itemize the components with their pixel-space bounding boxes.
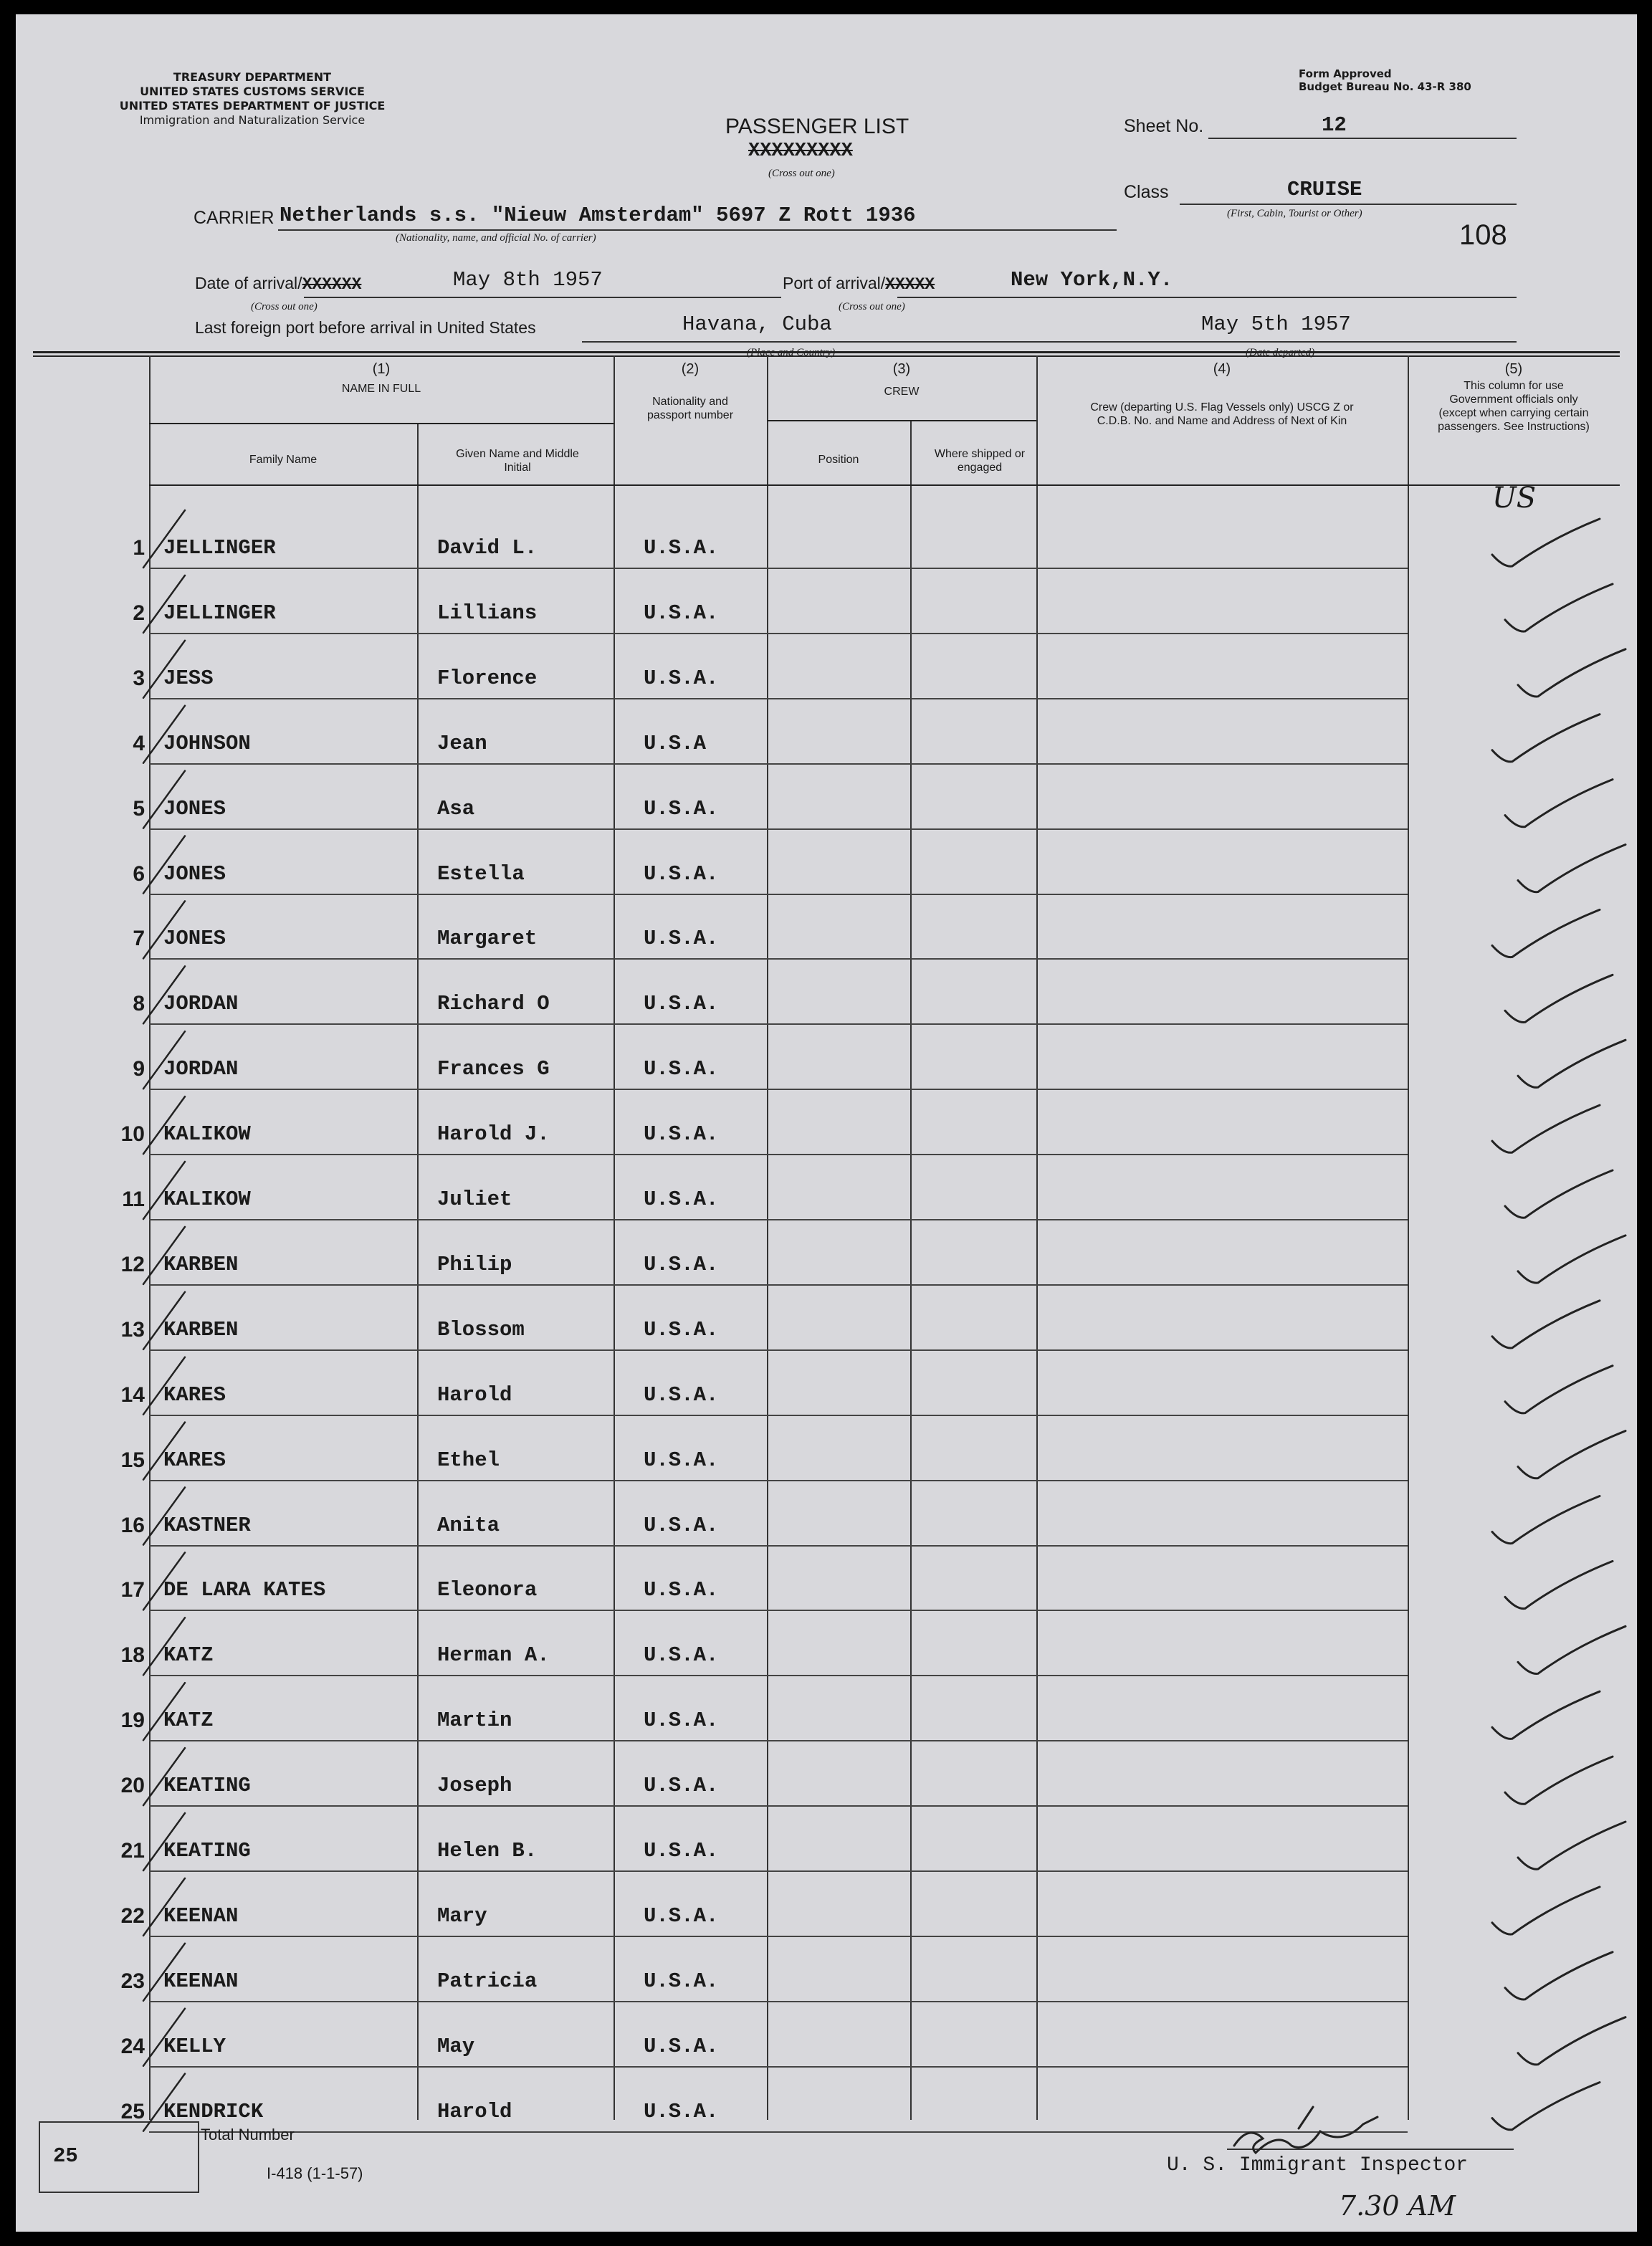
agency-line-1: TREASURY DEPARTMENT <box>173 70 332 84</box>
family-name: JORDAN <box>163 1057 239 1081</box>
agency-line-4: Immigration and Naturalization Service <box>139 113 366 127</box>
last-port-value: Havana, Cuba <box>682 312 832 336</box>
row-slash-mark <box>143 641 185 698</box>
column5-checkmark <box>1492 1691 1600 1739</box>
class-caption: (First, Cabin, Tourist or Other) <box>1227 208 1362 219</box>
nationality: U.S.A. <box>644 1709 719 1733</box>
port-arrival-label-text: Port of arrival/ <box>783 274 886 292</box>
family-name: JONES <box>163 796 226 821</box>
family-name: JONES <box>163 861 226 886</box>
row-slash-mark <box>143 2009 185 2066</box>
family-name: KATZ <box>163 1643 214 1668</box>
col4-title: Crew (departing U.S. Flag Vessels only) USCG Z or C.D.B. No. and Name and Address of Next of Kin <box>1090 401 1354 427</box>
given-name: Florence <box>437 666 538 690</box>
inspector-label: U. S. Immigrant Inspector <box>1167 2154 1469 2176</box>
handwritten-number: 108 <box>1459 219 1507 251</box>
given-name: Blossom <box>437 1317 525 1342</box>
date-arrival-crossed: XXXXXX <box>302 275 362 294</box>
row-number: 19 <box>120 1709 145 1733</box>
row-number: 20 <box>120 1774 145 1798</box>
row-number: 10 <box>120 1122 145 1147</box>
row-number: 12 <box>120 1252 145 1276</box>
given-name: Anita <box>437 1513 500 1537</box>
given-name: Patricia <box>437 1969 538 1993</box>
given-name: Ethel <box>437 1448 500 1472</box>
column5-checkmark <box>1505 1561 1613 1608</box>
given-name: Frances G <box>437 1057 550 1081</box>
title-crossed-out: XXXXXXXXX <box>748 140 853 162</box>
family-name: KALIKOW <box>163 1122 251 1147</box>
given-name: Asa <box>437 796 475 821</box>
date-arrival-label-text: Date of arrival/ <box>195 274 302 292</box>
nationality: U.S.A. <box>644 2099 719 2123</box>
row-number: 23 <box>120 1969 145 1993</box>
nationality: U.S.A. <box>644 1903 719 1928</box>
row-number: 17 <box>120 1578 145 1602</box>
form-approved-label: Form Approved <box>1299 67 1392 80</box>
row-number: 6 <box>133 861 145 886</box>
column5-checkmark <box>1492 715 1600 762</box>
row-slash-mark <box>143 2074 185 2131</box>
row-number: 14 <box>120 1382 145 1407</box>
column5-checkmark <box>1505 1170 1613 1218</box>
column5-checkmark <box>1518 1626 1625 1673</box>
family-name: KENDRICK <box>163 2099 264 2123</box>
row-number: 24 <box>120 2034 145 2058</box>
col4-number: (4) <box>1213 361 1231 377</box>
row-number: 21 <box>120 1839 145 1863</box>
nationality: U.S.A. <box>644 1448 719 1472</box>
given-name: David L. <box>437 536 538 560</box>
given-name: Helen B. <box>437 1839 538 1863</box>
nationality: U.S.A. <box>644 927 719 951</box>
column5-checkmark <box>1492 1105 1600 1152</box>
shipped-header: Where shipped or engaged <box>934 448 1026 474</box>
row-slash-mark <box>143 1813 185 1870</box>
last-port-label: Last foreign port before arrival in United States <box>195 318 536 337</box>
row-slash-mark <box>143 1617 185 1675</box>
nationality: U.S.A. <box>644 2034 719 2058</box>
carrier-caption: (Nationality, name, and official No. of carrier) <box>396 232 596 244</box>
given-name: Herman A. <box>437 1643 550 1668</box>
row-slash-mark <box>143 1488 185 1545</box>
nationality: U.S.A. <box>644 1382 719 1407</box>
family-name: JESS <box>163 666 214 690</box>
col5-number: (5) <box>1504 361 1523 377</box>
family-name: JORDAN <box>163 992 239 1016</box>
family-name: KELLY <box>163 2034 226 2058</box>
family-name: JOHNSON <box>163 731 251 755</box>
given-name: Martin <box>437 1709 512 1733</box>
given-name: Harold <box>437 2099 512 2123</box>
nationality: U.S.A. <box>644 861 719 886</box>
column5-checkmark <box>1518 845 1625 892</box>
row-slash-mark <box>143 1552 185 1610</box>
carrier-value: Netherlands s.s. "Nieuw Amsterdam" 5697 Z Rott 1936 <box>280 204 916 227</box>
column5-checkmark <box>1518 1236 1625 1283</box>
form-number: I-418 (1-1-57) <box>267 2164 363 2182</box>
class-value: CRUISE <box>1287 178 1362 201</box>
row-number: 9 <box>133 1057 145 1081</box>
given-name: Philip <box>437 1252 512 1276</box>
col2-number: (2) <box>681 361 700 377</box>
nationality: U.S.A. <box>644 1969 719 1993</box>
col2-title: Nationality and passport number <box>646 396 734 421</box>
given-name: Joseph <box>437 1774 512 1798</box>
row-slash-mark <box>143 1683 185 1740</box>
row-slash-mark <box>143 836 185 894</box>
nationality: U.S.A. <box>644 992 719 1016</box>
family-name: KATZ <box>163 1709 214 1733</box>
nationality: U.S.A. <box>644 1513 719 1537</box>
row-slash-mark <box>143 1944 185 2001</box>
family-name: KARES <box>163 1448 226 1472</box>
family-name-header: Family Name <box>249 454 317 466</box>
carrier-label: CARRIER <box>194 208 274 228</box>
given-name: Jean <box>437 731 487 755</box>
given-name: Richard O <box>437 992 550 1016</box>
row-slash-mark <box>143 575 185 633</box>
row-number: 22 <box>120 1903 145 1928</box>
row-slash-mark <box>143 1423 185 1480</box>
column5-checkmark <box>1492 519 1600 566</box>
row-slash-mark <box>143 1748 185 1805</box>
row-number: 18 <box>120 1643 145 1668</box>
handwritten-checkmarks <box>16 14 1637 2232</box>
family-name: KEATING <box>163 1774 251 1798</box>
given-name-header: Given Name and Middle Initial <box>456 448 579 474</box>
family-name: JELLINGER <box>163 536 276 560</box>
row-slash-mark <box>143 1357 185 1415</box>
arrival-time-handwritten: 7.30 AM <box>1339 2190 1456 2222</box>
row-slash-mark <box>143 1227 185 1284</box>
nationality: U.S.A. <box>644 1187 719 1211</box>
row-number: 15 <box>120 1448 145 1472</box>
row-slash-mark <box>143 1878 185 1936</box>
passenger-list-page <box>16 14 1637 2232</box>
column5-checkmark <box>1505 584 1613 631</box>
family-name: KARBEN <box>163 1252 239 1276</box>
given-name: Mary <box>437 1903 487 1928</box>
col1-title: NAME IN FULL <box>341 383 421 395</box>
port-arrival-caption: (Cross out one) <box>839 301 905 312</box>
column5-checkmark <box>1505 975 1613 1022</box>
agency-line-3: UNITED STATES DEPARTMENT OF JUSTICE <box>119 99 386 113</box>
nationality: U.S.A. <box>644 666 719 690</box>
given-name: Juliet <box>437 1187 512 1211</box>
inspector-signature <box>1234 2107 1378 2153</box>
nationality: U.S.A. <box>644 1252 719 1276</box>
row-slash-mark <box>143 1096 185 1154</box>
given-name: Margaret <box>437 927 538 951</box>
sheet-number: 12 <box>1322 113 1347 137</box>
given-name: Eleonora <box>437 1578 538 1602</box>
class-label: Class <box>1124 182 1169 202</box>
nationality: U.S.A. <box>644 1578 719 1602</box>
column5-checkmark <box>1518 1431 1625 1478</box>
family-name: KEATING <box>163 1839 251 1863</box>
date-arrival-caption: (Cross out one) <box>251 301 317 312</box>
family-name: DE LARA KATES <box>163 1578 326 1602</box>
budget-bureau-number: Budget Bureau No. 43-R 380 <box>1299 80 1471 93</box>
agency-line-2: UNITED STATES CUSTOMS SERVICE <box>140 85 365 98</box>
column5-checkmark <box>1492 1887 1600 1934</box>
given-name: Harold <box>437 1382 512 1407</box>
nationality: U.S.A. <box>644 1057 719 1081</box>
column5-checkmark <box>1505 780 1613 827</box>
row-number: 1 <box>133 536 145 560</box>
family-name: JONES <box>163 927 226 951</box>
date-arrival-value: May 8th 1957 <box>453 268 603 292</box>
row-slash-mark <box>143 966 185 1023</box>
nationality: U.S.A. <box>644 601 719 625</box>
column5-checkmark <box>1492 1301 1600 1348</box>
column5-checkmark <box>1505 1757 1613 1804</box>
row-number: 3 <box>133 666 145 690</box>
given-name: May <box>437 2034 475 2058</box>
position-header: Position <box>818 454 859 466</box>
row-number: 16 <box>120 1513 145 1537</box>
sheet-label: Sheet No. <box>1124 116 1204 136</box>
title-caption: (Cross out one) <box>768 168 835 179</box>
column5-checkmark <box>1518 2017 1625 2065</box>
row-number: 4 <box>133 731 145 755</box>
family-name: KARES <box>163 1382 226 1407</box>
port-arrival-value: New York,N.Y. <box>1011 268 1173 292</box>
row-slash-mark <box>143 1292 185 1349</box>
row-slash-mark <box>143 771 185 828</box>
nationality: U.S.A. <box>644 1774 719 1798</box>
nationality: U.S.A. <box>644 1122 719 1147</box>
column5-checkmark <box>1505 1952 1613 1999</box>
col5-handwritten-note: US <box>1492 482 1537 515</box>
column5-checkmark <box>1492 909 1600 957</box>
total-number-label: Total Number <box>201 2126 295 2144</box>
family-name: KALIKOW <box>163 1187 251 1211</box>
date-departed-value: May 5th 1957 <box>1201 312 1351 336</box>
column5-checkmark <box>1518 1822 1625 1869</box>
row-number: 8 <box>133 992 145 1016</box>
page-title: PASSENGER LIST <box>725 115 909 138</box>
nationality: U.S.A. <box>644 796 719 821</box>
col1-number: (1) <box>372 361 391 377</box>
row-slash-mark <box>143 1031 185 1089</box>
total-number-value: 25 <box>53 2144 78 2168</box>
col3-title: CREW <box>884 386 920 398</box>
column5-checkmark <box>1518 649 1625 697</box>
row-number: 13 <box>120 1317 145 1342</box>
column5-checkmark <box>1518 1040 1625 1087</box>
column5-checkmark <box>1492 1496 1600 1544</box>
family-name: KEENAN <box>163 1969 239 1993</box>
row-number: 25 <box>120 2099 145 2123</box>
row-slash-mark <box>143 901 185 958</box>
col3-number: (3) <box>892 361 911 377</box>
column5-checkmark <box>1492 2083 1600 2130</box>
row-slash-mark <box>143 510 185 568</box>
family-name: JELLINGER <box>163 601 276 625</box>
row-number: 5 <box>133 796 145 821</box>
given-name: Lillians <box>437 601 538 625</box>
nationality: U.S.A. <box>644 1839 719 1863</box>
row-number: 7 <box>133 927 145 951</box>
nationality: U.S.A <box>644 731 707 755</box>
port-arrival-crossed: XXXXX <box>885 275 935 294</box>
given-name: Estella <box>437 861 525 886</box>
given-name: Harold J. <box>437 1122 550 1147</box>
column5-checkmark <box>1505 1366 1613 1413</box>
nationality: U.S.A. <box>644 1317 719 1342</box>
row-number: 11 <box>122 1187 145 1211</box>
family-name: KEENAN <box>163 1903 239 1928</box>
nationality: U.S.A. <box>644 1643 719 1668</box>
row-number: 2 <box>133 601 145 625</box>
family-name: KARBEN <box>163 1317 239 1342</box>
nationality: U.S.A. <box>644 536 719 560</box>
family-name: KASTNER <box>163 1513 251 1537</box>
row-slash-mark <box>143 706 185 763</box>
col5-title: This column for use Government officials only (except when carrying certain passengers. See Instructions) <box>1438 380 1590 433</box>
row-slash-mark <box>143 1162 185 1219</box>
